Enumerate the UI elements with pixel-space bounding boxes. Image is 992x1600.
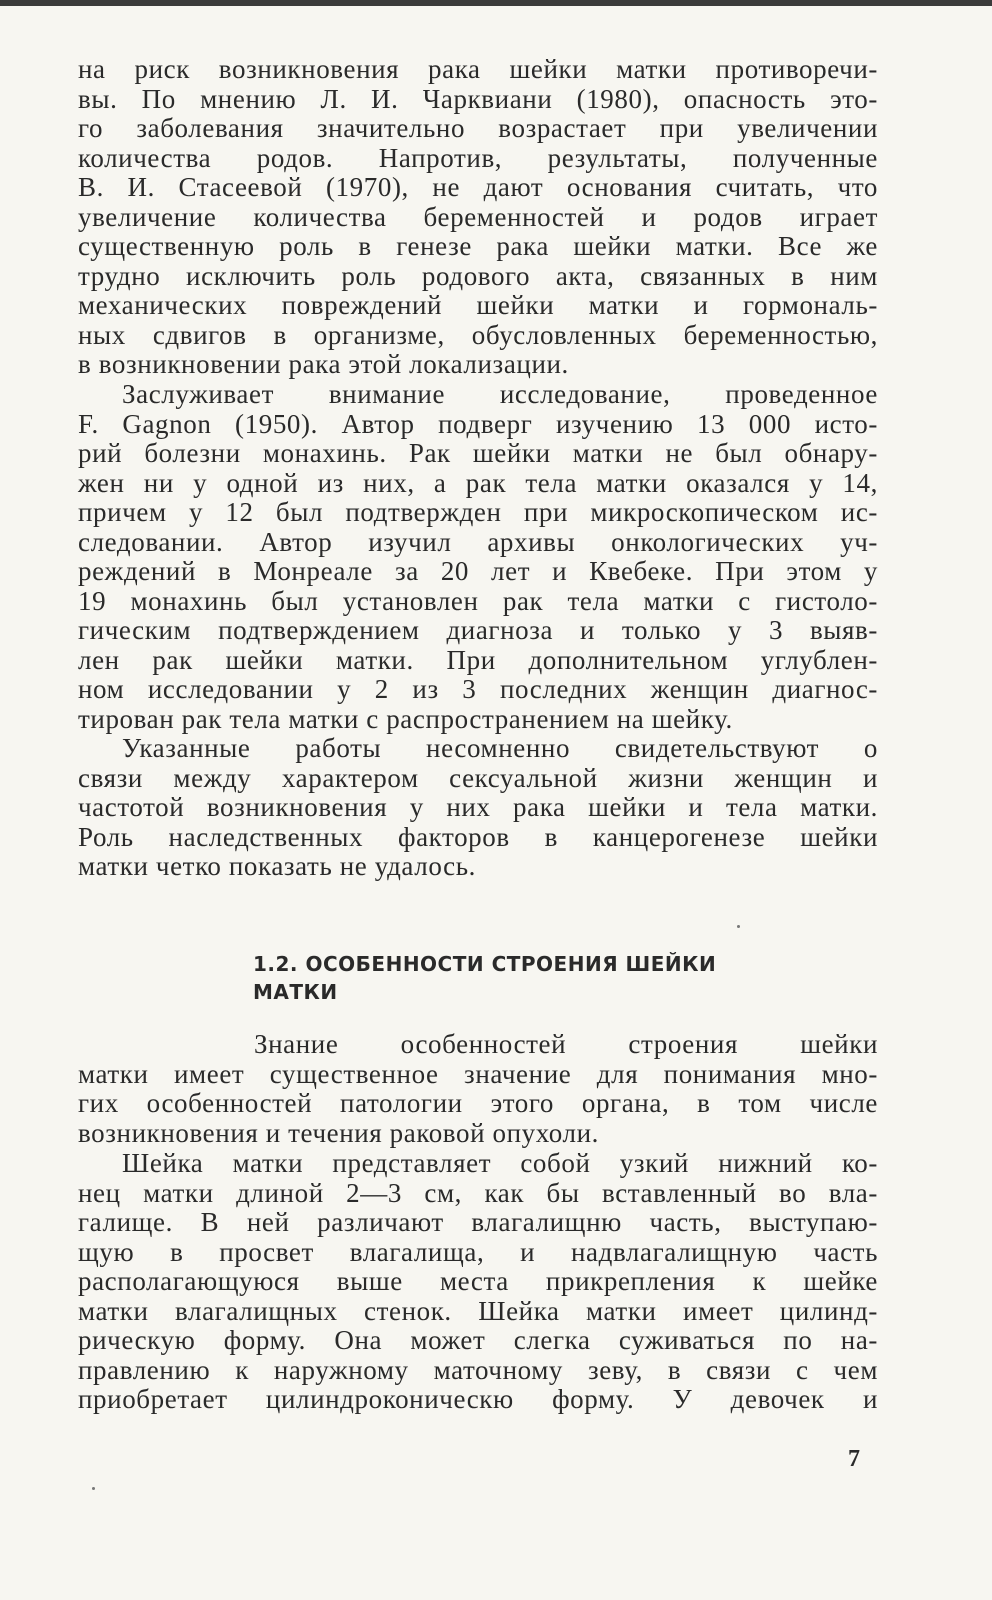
paragraph-5 bbox=[78, 1149, 878, 1415]
text-line: на риск возникновения рака шейки матки противоречи- bbox=[78, 54, 878, 84]
text-line: в возникновении рака этой локализации. bbox=[78, 349, 569, 379]
text-line: причем у 12 был подтвержден при микроскопическом ис- bbox=[78, 497, 878, 527]
text-line: гих особенностей патологии этого органа, в том числе bbox=[78, 1088, 878, 1118]
text-line: возникновения и течения раковой опухоли. bbox=[78, 1117, 600, 1148]
text-line: лен рак шейки матки. При дополнительном углублен- bbox=[78, 644, 878, 675]
text-line: рическую форму. Она может слегка суживаться по на- bbox=[78, 1325, 878, 1355]
text-line: гическим подтверждением диагноза и только у 3 выяв- bbox=[78, 615, 878, 645]
text-line: Роль наследственных факторов в канцерогенезе шейки bbox=[78, 821, 878, 852]
text-line: В. И. Стасеевой (1970), не дают основания считать, что bbox=[78, 172, 878, 202]
text-line: трудно исключить роль родового акта, связанных в ним bbox=[78, 260, 878, 291]
text-line: матки четко показать не удалось. bbox=[78, 851, 476, 881]
section-heading bbox=[253, 950, 773, 1006]
paragraph-4 bbox=[78, 1030, 878, 1148]
scan-speck bbox=[737, 925, 740, 928]
text-line: располагающуюся выше места прикрепления к шейке bbox=[78, 1266, 878, 1296]
text-line: го заболевания значительно возрастает при увеличении bbox=[78, 113, 878, 143]
text-line: вы. По мнению Л. И. Чарквиани (1980), опасность это- bbox=[78, 83, 878, 114]
text-line: следовании. Автор изучил архивы онкологических уч- bbox=[78, 526, 878, 557]
text-line: рий болезни монахинь. Рак шейки матки не был обнару- bbox=[78, 438, 878, 468]
text-line: жен ни у одной из них, а рак тела матки оказался у 14, bbox=[78, 467, 878, 498]
text-line: нец матки длиной 2—3 см, как бы вставленный во вла- bbox=[78, 1177, 878, 1208]
text-line: реждений в Монреале за 20 лет и Квебеке. При этом у bbox=[78, 556, 878, 586]
text-line: Шейка матки представляет собой узкий нижний ко- bbox=[122, 1148, 878, 1178]
text-line: тирован рак тела матки с распространением на шейку. bbox=[78, 703, 733, 734]
text-line: существенную роль в генезе рака шейки матки. Все же bbox=[78, 231, 878, 261]
text-line: матки влагалищных стенок. Шейка матки имеет цилинд- bbox=[78, 1295, 878, 1326]
text-line: приобретает цилиндроконическю форму. У девочек и bbox=[78, 1384, 878, 1414]
text-line: 19 монахинь был установлен рак тела матки с гистоло- bbox=[78, 585, 878, 616]
scan-speck bbox=[92, 1487, 95, 1490]
text-line: механических повреждений шейки матки и гормональ- bbox=[78, 290, 878, 320]
paragraph-1 bbox=[78, 55, 878, 380]
text-line: Заслуживает внимание исследование, проведенное bbox=[122, 379, 878, 409]
section-heading-line-1: 1.2. ОСОБЕННОСТИ СТРОЕНИЯ ШЕЙКИ bbox=[253, 952, 717, 976]
section-heading-line-2: МАТКИ bbox=[253, 980, 338, 1004]
text-line: правлению к наружному маточному зеву, в связи с чем bbox=[78, 1354, 878, 1385]
top-border-rule bbox=[0, 0, 992, 6]
text-line: щую в просвет влагалища, и надвлагалищную часть bbox=[78, 1236, 878, 1267]
text-line: частотой возникновения у них рака шейки и тела матки. bbox=[78, 792, 878, 822]
text-line: Знание особенностей строения шейки bbox=[254, 1029, 878, 1059]
paragraph-3 bbox=[78, 734, 878, 882]
text-line: ных сдвигов в организме, обусловленных беременностью, bbox=[78, 319, 878, 350]
text-line: увеличение количества беременностей и родов играет bbox=[78, 201, 878, 232]
paragraph-2 bbox=[78, 380, 878, 734]
text-line: матки имеет существенное значение для понимания мно- bbox=[78, 1058, 878, 1089]
text-line: количества родов. Напротив, результаты, полученные bbox=[78, 142, 878, 173]
page-number: 7 bbox=[848, 1446, 860, 1472]
text-line: ном исследовании у 2 из 3 последних женщин диагнос- bbox=[78, 674, 878, 704]
text-line: галище. В ней различают влагалищню часть, выступаю- bbox=[78, 1207, 878, 1237]
text-line: Указанные работы несомненно свидетельствуют о bbox=[122, 733, 878, 763]
text-line: связи между характером сексуальной жизни женщин и bbox=[78, 762, 878, 793]
text-line: F. Gagnon (1950). Автор подверг изучению 13 000 исто- bbox=[78, 408, 878, 439]
